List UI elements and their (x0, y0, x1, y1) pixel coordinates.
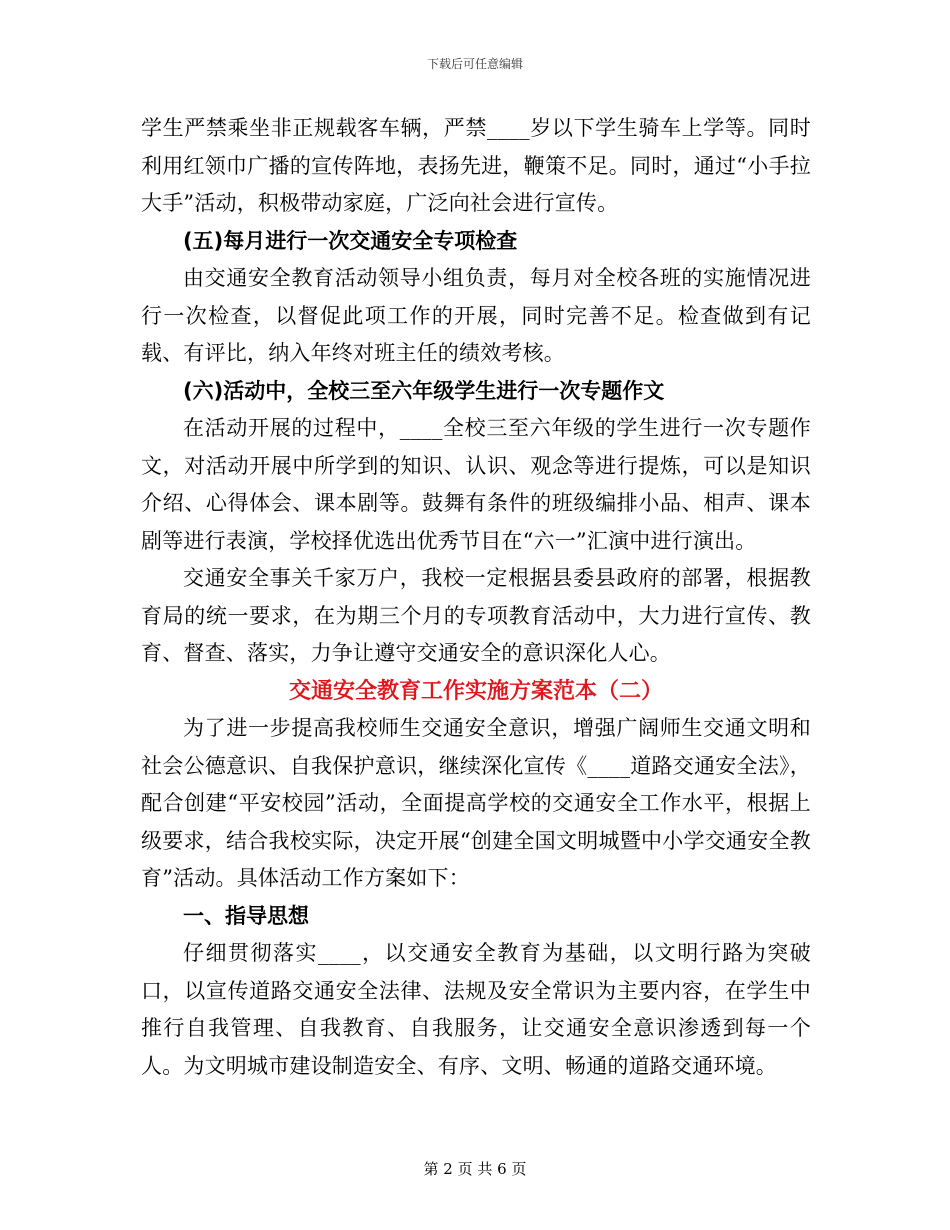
paragraph-essay: 在活动开展的过程中，____全校三至六年级的学生进行一次专题作文，对活动开展中所学到的知识、认识、观念等进行提炼，可以是知识介绍、心得体会、课本剧等。鼓舞有条件的班级编排小品、相声、课本剧等进行表演，学校择优选出优秀节目在“六一”汇演中进行演出。 (141, 416, 811, 553)
paragraph-guiding-ideology: 仔细贯彻落实____，以交通安全教育为基础，以文明行路为突破口，以宣传道路交通安全法律、法规及安全常识为主要内容，在学生中推行自我管理、自我教育、自我服务，让交通安全意识渗透到每一个人。为文明城市建设制造安全、有序、文明、畅通的道路交通环境。 (141, 941, 811, 1078)
page-header: 下载后可任意编辑 (426, 57, 523, 71)
page-footer: 第 2 页 共 6 页 (423, 1160, 527, 1178)
paragraph-monthly-check: 由交通安全教育活动领导小组负责，每月对全校各班的实施情况进行一次检查，以督促此项工作的开展，同时完善不足。检查做到有记载、有评比，纳入年终对班主任的绩效考核。 (141, 266, 811, 365)
document-title-2: 交通安全教育工作实施方案范本（二） (288, 678, 663, 704)
section-heading-5: (五)每月进行一次交通安全专项检查 (183, 228, 518, 253)
paragraph-intro-2: 为了进一步提高我校师生交通安全意识，增强广阔师生交通文明和社会公德意识、自我保护意识，继续深化宣传《____道路交通安全法》，配合创建“平安校园”活动，全面提高学校的交通安全工作水平，根据上级要求，结合我校实际，决定开展“创建全国文明城暨中小学交通安全教育”活动。具体活动工作方案如下： (141, 716, 811, 890)
paragraph-conclusion: 交通安全事关千家万户，我校一定根据县委县政府的部署，根据教育局的统一要求，在为期三个月的专项教育活动中，大力进行宣传、教育、督查、落实，力争让遵守交通安全的意识深化人心。 (141, 566, 811, 665)
document-body (141, 110, 811, 1085)
paragraph-continuation: 学生严禁乘坐非正规载客车辆，严禁____岁以下学生骑车上学等。同时利用红领巾广播的宣传阵地，表扬先进，鞭策不足。同时，通过“小手拉大手”活动，积极带动家庭，广泛向社会进行宣传。 (141, 116, 811, 215)
section-heading-6: (六)活动中，全校三至六年级学生进行一次专题作文 (183, 378, 665, 403)
section-heading-guiding-ideology: 一、指导思想 (183, 903, 309, 928)
